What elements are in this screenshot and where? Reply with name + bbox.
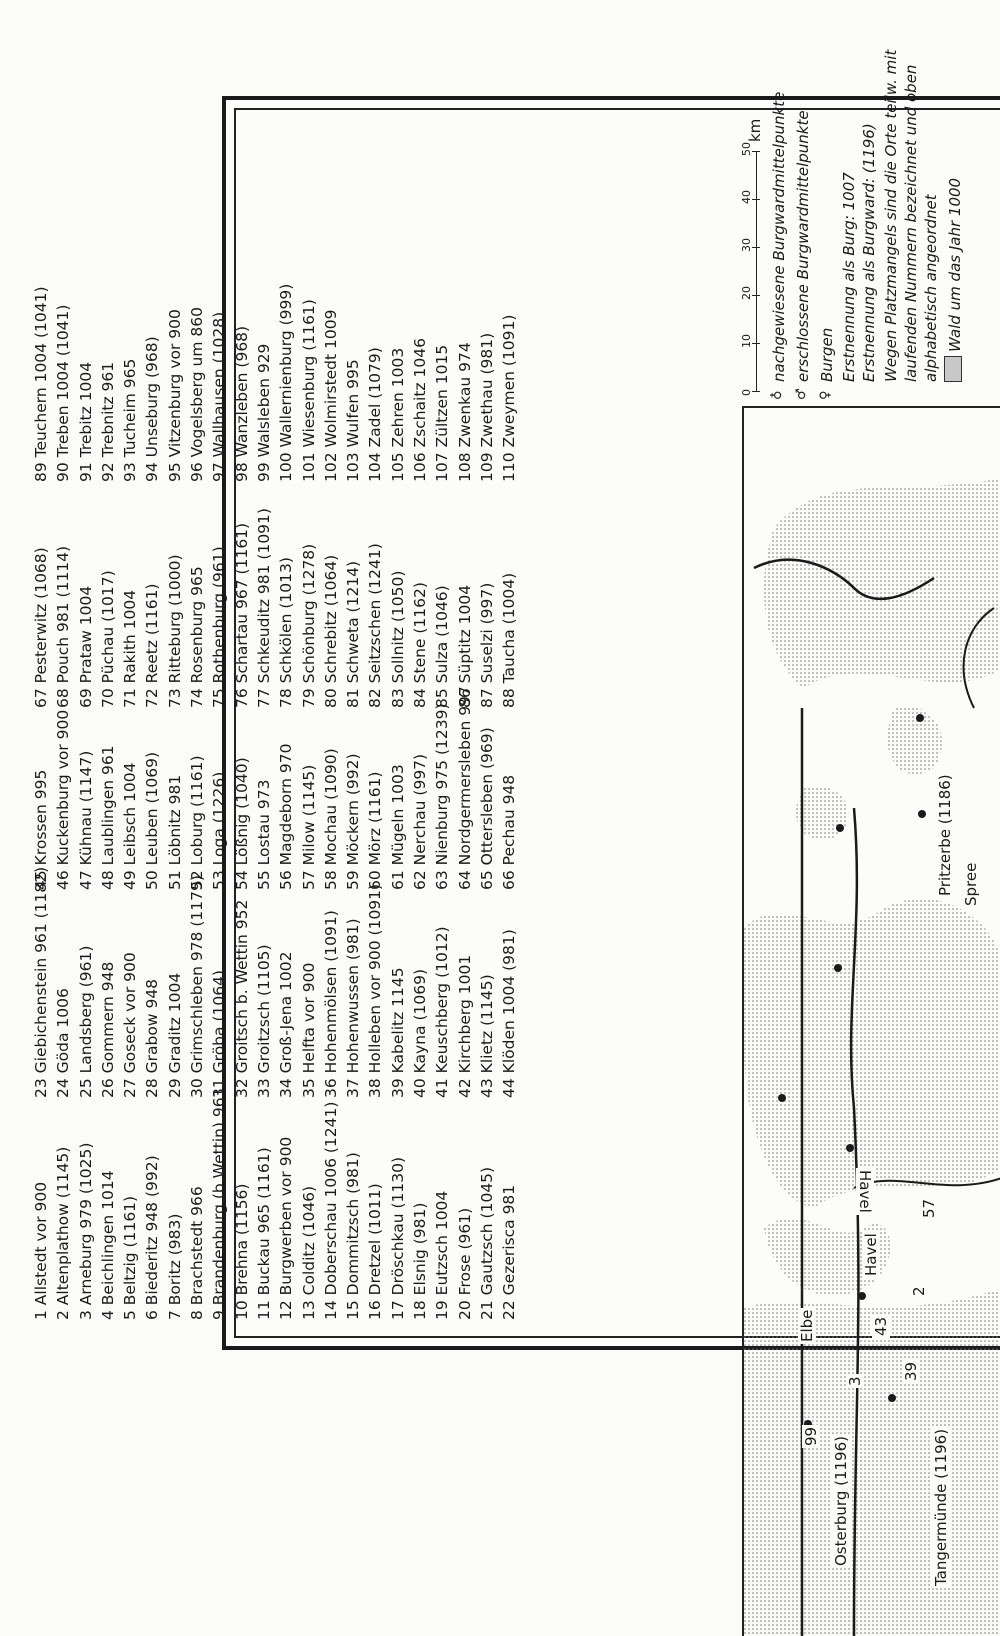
place-entry: 77 Schkeuditz 981 (1091) — [254, 508, 273, 708]
label-39: 39 — [902, 1361, 920, 1381]
place-entry: 89 Teuchern 1004 (1041) — [32, 286, 50, 482]
place-entry: 105 Zehren 1003 — [388, 347, 407, 482]
label-elbe: Elbe — [798, 1309, 816, 1342]
place-entry: 25 Landsberg (961) — [76, 945, 95, 1098]
place-entry: 92 Trebnitz 961 — [98, 361, 117, 482]
place-entry: 64 Nordgermersleben 997 — [455, 686, 474, 890]
label-osterburg: Osterburg (1196) — [832, 1436, 850, 1566]
place-entry: 81 Schweta (1214) — [344, 560, 363, 708]
place-entry: 91 Trebitz 1004 — [76, 361, 95, 482]
place-entry: 33 Groitzsch (1105) — [254, 944, 273, 1098]
place-entry: 58 Mochau (1090) — [321, 748, 340, 890]
place-entry: 67 Pesterwitz (1068) — [32, 547, 50, 708]
label-tangermuende: Tangermünde (1196) — [932, 1428, 950, 1586]
forest-area — [744, 899, 1000, 1208]
scale-tick — [752, 391, 760, 392]
place-entry: 21 Gautzsch (1045) — [477, 1166, 496, 1320]
place-entry: 13 Colditz (1046) — [299, 1185, 318, 1320]
place-entry: 48 Laublingen 961 — [98, 745, 117, 890]
place-entry: 72 Reetz (1161) — [143, 583, 162, 708]
place-entry: 71 Rakith 1004 — [121, 589, 140, 708]
place-entry: 40 Kayna (1069) — [411, 968, 430, 1098]
place-entry: 100 Wallernienburg (999) — [277, 283, 296, 482]
forest-area — [888, 706, 942, 774]
place-entry: 54 Lößnig (1040) — [232, 757, 251, 890]
place-entry: 27 Goseck vor 900 — [121, 952, 140, 1098]
label-99: 99 — [802, 1426, 820, 1446]
label-havel-lower: Havel — [862, 1233, 880, 1276]
map-key — [742, 49, 992, 400]
label-2: 2 — [910, 1286, 928, 1296]
place-entry: 9 Brandenburg (b.Wettin) 961 — [210, 1087, 229, 1320]
place-entry: 12 Burgwerben vor 900 — [277, 1136, 296, 1320]
place-entry: 84 Stene (1162) — [411, 582, 430, 708]
place-column-1 — [30, 1088, 521, 1320]
place-entry: 61 Mügeln 1003 — [388, 764, 407, 890]
place-entry: 73 Ritteburg (1000) — [165, 554, 184, 708]
place-column-4 — [30, 508, 521, 708]
scale-line — [756, 152, 757, 392]
place-entry: 7 Boritz (983) — [165, 1213, 184, 1320]
place-entry: 102 Wolmirstedt 1009 — [321, 309, 340, 482]
key-row-9: Wald um das Jahr 1000 — [946, 177, 964, 352]
label-3: 3 — [846, 1376, 864, 1386]
place-entry: 82 Seitzschen (1241) — [366, 543, 385, 708]
label-43: 43 — [872, 1316, 890, 1336]
scale-tick — [752, 343, 760, 344]
place-entry: 8 Brachstedt 966 — [188, 1186, 207, 1320]
place-entry: 23 Giebichenstein 961 (1182) — [32, 866, 50, 1098]
label-pritzerbe: Pritzerbe (1186) — [936, 774, 954, 896]
scale-tick-label: 20 — [740, 286, 753, 300]
place-entry: 106 Zschaitz 1046 — [411, 338, 430, 482]
scale-tick-label: 30 — [740, 238, 753, 252]
place-entry: 75 Rothenburg (961) — [210, 546, 229, 708]
place-entry: 87 Suselzi (997) — [477, 582, 496, 708]
place-list — [30, 120, 520, 1320]
place-entry: 86 Süptitz 1004 — [455, 584, 474, 708]
place-entry: 69 Prataw 1004 — [76, 585, 95, 708]
place-entry: 103 Wulfen 995 — [344, 359, 363, 482]
place-entry: 51 Löbnitz 981 — [165, 774, 184, 890]
place-entry: 78 Schkölen (1013) — [277, 557, 296, 708]
place-entry: 20 Frose (961) — [455, 1207, 474, 1320]
place-entry: 37 Hohenwussen (981) — [344, 918, 363, 1098]
place-entry: 24 Göda 1006 — [54, 988, 73, 1098]
place-entry: 59 Möckern (992) — [344, 753, 363, 890]
place-entry: 44 Klöden 1004 (981) — [500, 929, 519, 1098]
place-entry: 10 Brehna (1156) — [232, 1183, 251, 1320]
burgward-symbol — [778, 1094, 786, 1102]
place-entry: 47 Kühnau (1147) — [76, 750, 95, 890]
place-entry: 95 Vitzenburg vor 900 — [165, 309, 184, 482]
place-entry: 104 Zadel (1079) — [366, 347, 385, 482]
label-havel-upper: Havel — [856, 1170, 874, 1213]
map-area — [742, 406, 1000, 1636]
place-column-3 — [30, 686, 521, 890]
burgward-symbol — [846, 1144, 854, 1152]
place-entry: 29 Graditz 1004 — [165, 972, 184, 1098]
map-svg — [744, 408, 1000, 1636]
scale-tick — [752, 295, 760, 296]
place-entry: 14 Doberschau 1006 (1241) — [321, 1101, 340, 1320]
place-entry: 28 Grabow 948 — [143, 978, 162, 1098]
place-entry: 18 Elsnig (981) — [411, 1202, 430, 1320]
place-entry: 17 Dröschkau (1130) — [388, 1156, 407, 1320]
place-entry: 96 Vogelsberg um 860 — [188, 307, 207, 482]
place-entry: 66 Pechau 948 — [500, 774, 519, 890]
place-entry: 101 Wiesenburg (1161) — [299, 299, 318, 482]
place-entry: 36 Hohenmölsen (1091) — [321, 910, 340, 1098]
place-entry: 4 Beichlingen 1014 — [98, 1170, 117, 1320]
place-entry: 93 Tucheim 965 — [121, 358, 140, 482]
burgward-symbol — [888, 1394, 896, 1402]
place-entry: 19 Eutzsch 1004 — [433, 1190, 452, 1320]
place-entry: 80 Schrebitz (1064) — [321, 554, 340, 708]
scale-tick — [752, 199, 760, 200]
place-entry: 76 Schartau 967 (1161) — [232, 522, 251, 708]
place-entry: 108 Zwenkau 974 — [455, 342, 474, 482]
place-entry: 35 Helfta vor 900 — [299, 962, 318, 1098]
place-entry: 34 Groß-Jena 1002 — [277, 951, 296, 1098]
place-entry: 3 Arneburg 979 (1025) — [76, 1142, 95, 1320]
key-row-7: laufenden Nummern bezeichnet und oben — [902, 64, 920, 382]
place-entry: 30 Grimschleben 978 (1179) — [188, 875, 207, 1098]
burgward-symbol — [916, 714, 924, 722]
place-entry: 109 Zwethau (981) — [477, 332, 496, 482]
place-entry: 68 Pouch 981 (1114) — [54, 545, 73, 708]
place-entry: 5 Beltzig (1161) — [121, 1195, 140, 1320]
place-column-5 — [30, 284, 521, 482]
place-entry: 43 Klietz (1145) — [477, 974, 496, 1098]
place-entry: 74 Rosenburg 965 — [188, 566, 207, 708]
place-entry: 2 Altenplathow (1145) — [54, 1146, 73, 1320]
key-row-4: Erstnennung als Burg: 1007 — [840, 172, 858, 382]
forest-swatch — [944, 356, 962, 382]
place-entry: 16 Dretzel (1011) — [366, 1183, 385, 1320]
place-entry: 63 Nienburg 975 (1239) — [433, 703, 452, 890]
place-entry: 41 Keuschberg (1012) — [433, 926, 452, 1098]
place-entry: 55 Lostau 973 — [254, 779, 273, 890]
place-entry: 52 Loburg (1161) — [188, 755, 207, 890]
label-57: 57 — [920, 1198, 938, 1218]
key-row-8: alphabetisch angeordnet — [922, 194, 940, 382]
place-entry: 50 Leuben (1069) — [143, 751, 162, 890]
scale-tick — [752, 247, 760, 248]
key-row-3: ♀ Burgen — [818, 327, 836, 400]
key-row-1: ♁ nachgewiesene Burgwardmittelpunkte — [770, 91, 788, 400]
scale-tick-label: 10 — [740, 334, 753, 348]
place-entry: 56 Magdeborn 970 — [277, 743, 296, 890]
place-entry: 62 Nerchau (997) — [411, 753, 430, 890]
place-entry: 39 Kabelitz 1145 — [388, 967, 407, 1098]
place-entry: 31 Gröba (1064) — [210, 970, 229, 1098]
place-entry: 22 Gezerisca 981 — [500, 1184, 519, 1320]
place-entry: 99 Walsleben 929 — [254, 343, 273, 482]
scale-tick-label: 50 — [740, 142, 753, 156]
place-entry: 15 Dommitzsch (981) — [344, 1152, 363, 1320]
place-entry: 97 Wallhausen (1028) — [210, 311, 229, 482]
scale-tick-label: 0 — [740, 389, 753, 396]
place-entry: 26 Gommern 948 — [98, 961, 117, 1098]
burgward-symbol — [834, 964, 842, 972]
scale-bar — [742, 110, 772, 410]
key-row-5: Erstnennung als Burgward: (1196) — [860, 123, 878, 382]
place-entry: 107 Zültzen 1015 — [433, 344, 452, 482]
place-entry: 85 Sulza (1046) — [433, 585, 452, 708]
place-entry: 83 Sollnitz (1050) — [388, 570, 407, 708]
place-entry: 42 Kirchberg 1001 — [455, 954, 474, 1098]
place-entry: 110 Zweymen (1091) — [500, 314, 519, 482]
place-entry: 53 Loga (1226) — [210, 771, 229, 890]
place-entry: 32 Groitsch b. Wettin 952 — [232, 899, 251, 1098]
place-entry: 79 Schönburg (1278) — [299, 543, 318, 708]
place-entry: 88 Taucha (1004) — [500, 572, 519, 708]
key-row-2: ♂ erschlossene Burgwardmittelpunkte — [794, 110, 812, 400]
place-entry: 46 Kuckenburg vor 900 — [54, 709, 73, 890]
place-column-2 — [30, 867, 521, 1098]
place-entry: 1 Allstedt vor 900 — [32, 1181, 50, 1320]
place-entry: 49 Leibsch 1004 — [121, 762, 140, 890]
label-spree: Spree — [962, 862, 980, 906]
scale-unit: km — [746, 118, 764, 142]
scale-tick — [752, 151, 760, 152]
place-entry: 90 Treben 1004 (1041) — [54, 304, 73, 482]
place-entry: 94 Unseburg (968) — [143, 336, 162, 482]
place-entry: 11 Buckau 965 (1161) — [254, 1147, 273, 1320]
place-entry: 6 Biederitz 948 (992) — [143, 1155, 162, 1320]
burgward-symbol — [836, 824, 844, 832]
place-entry: 70 Püchau (1017) — [98, 570, 117, 708]
place-entry: 60 Mörz (1161) — [366, 771, 385, 890]
place-entry: 65 Ottersleben (969) — [477, 727, 496, 890]
place-entry: 98 Wanzleben (968) — [232, 325, 251, 482]
place-entry: 57 Milow (1145) — [299, 764, 318, 890]
scale-tick-label: 40 — [740, 190, 753, 204]
burgward-symbol — [918, 810, 926, 818]
place-entry: 45 Krossen 995 — [32, 769, 50, 890]
burgward-symbol — [858, 1292, 866, 1300]
key-row-6: Wegen Platzmangels sind die Orte teilw. mit — [882, 49, 900, 382]
forest-area — [744, 1288, 1000, 1636]
place-entry: 38 Holleben vor 900 (1091) — [366, 883, 385, 1098]
